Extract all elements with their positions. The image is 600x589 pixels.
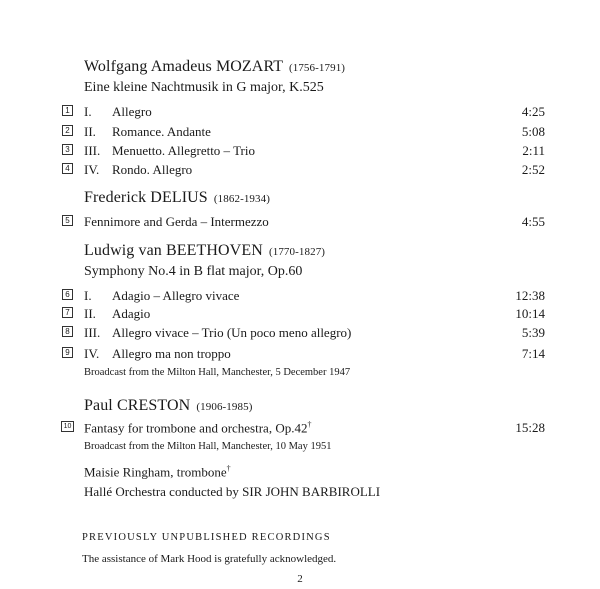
orchestra-credit: Hallé Orchestra conducted by SIR JOHN BARBIROLLI: [84, 484, 381, 499]
track-number-box: 6: [62, 289, 73, 300]
movement-numeral: IV.: [84, 162, 100, 177]
composer-name: Frederick DELIUS: [84, 189, 208, 206]
movement-title-text: Fantasy for trombone and orchestra, Op.42: [84, 420, 308, 436]
dagger-mark: †: [226, 464, 231, 473]
track-duration: 15:28: [515, 420, 545, 435]
track-duration: 2:11: [522, 143, 545, 158]
movement-title: Adagio: [112, 306, 151, 321]
page-number: 2: [297, 573, 303, 585]
track-row: [0, 420, 600, 436]
composer-heading-creston: [84, 397, 252, 415]
track-number-box: 4: [62, 163, 73, 174]
composer-name: Paul CRESTON: [84, 397, 191, 414]
track-row: [0, 162, 600, 178]
composer-heading-delius: [84, 189, 270, 207]
track-row: [0, 143, 600, 159]
track-number-box: 7: [62, 307, 73, 318]
work-title-mozart: Eine kleine Nachtmusik in G major, K.525: [84, 80, 324, 95]
track-row: [0, 306, 600, 322]
composer-dates: (1906-1985): [196, 401, 253, 413]
movement-title: Menuetto. Allegretto – Trio: [112, 143, 255, 158]
movement-numeral: I.: [84, 288, 92, 303]
work-title-beethoven: Symphony No.4 in B flat major, Op.60: [84, 264, 303, 279]
track-number-box: 1: [62, 105, 73, 116]
movement-numeral: III.: [84, 143, 101, 158]
track-duration: 4:55: [521, 214, 545, 229]
track-number-box: 10: [61, 421, 74, 432]
track-row: [0, 214, 600, 230]
movement-title: Fennimore and Gerda – Intermezzo: [84, 214, 269, 229]
track-duration: 10:14: [515, 306, 545, 321]
composer-name: Ludwig van BEETHOVEN: [84, 242, 263, 259]
soloist-text: Maisie Ringham, trombone: [84, 464, 227, 480]
track-duration: 7:14: [521, 346, 545, 361]
track-row: [0, 325, 600, 341]
movement-numeral: IV.: [84, 346, 100, 361]
track-row: [0, 124, 600, 140]
movement-numeral: I.: [84, 104, 92, 119]
footer-heading: PREVIOUSLY UNPUBLISHED RECORDINGS: [82, 532, 331, 543]
composer-name: Wolfgang Amadeus MOZART: [84, 58, 283, 75]
track-number-box: 2: [62, 125, 73, 136]
movement-title: Allegro vivace – Trio (Un poco meno allegro): [112, 325, 352, 340]
track-number-box: 8: [62, 326, 73, 337]
track-number-box: 5: [62, 215, 73, 226]
movement-title: Romance. Andante: [112, 124, 211, 139]
track-row: [0, 288, 600, 304]
movement-numeral: II.: [84, 306, 96, 321]
dagger-mark: †: [307, 420, 312, 429]
movement-title: Rondo. Allegro: [112, 162, 193, 177]
movement-title: Allegro: [112, 104, 152, 119]
movement-title: Adagio – Allegro vivace: [112, 288, 240, 303]
track-duration: 2:52: [521, 162, 545, 177]
track-duration: 5:08: [521, 124, 545, 139]
movement-numeral: III.: [84, 325, 101, 340]
composer-dates: (1770-1827): [268, 246, 326, 258]
track-duration: 12:38: [515, 288, 545, 303]
composer-heading-mozart: [84, 58, 345, 76]
composer-dates: (1862-1934): [213, 193, 270, 205]
track-duration: 4:25: [521, 104, 545, 119]
composer-dates: (1756-1791): [288, 62, 346, 74]
broadcast-note: Broadcast from the Milton Hall, Manchester, 5 December 1947: [84, 367, 351, 378]
track-duration: 5:39: [521, 325, 545, 340]
track-number-box: 9: [62, 347, 73, 358]
movement-title: [84, 420, 311, 436]
movement-title: Allegro ma non troppo: [112, 346, 231, 361]
broadcast-note: Broadcast from the Milton Hall, Manchester, 10 May 1951: [84, 441, 332, 452]
track-row: [0, 104, 600, 120]
acknowledgement-text: The assistance of Mark Hood is gratefully acknowledged.: [82, 553, 337, 565]
track-row: [0, 346, 600, 362]
composer-heading-beethoven: [84, 242, 325, 260]
track-number-box: 3: [62, 144, 73, 155]
movement-numeral: II.: [84, 124, 96, 139]
soloist-credit: [84, 464, 231, 480]
